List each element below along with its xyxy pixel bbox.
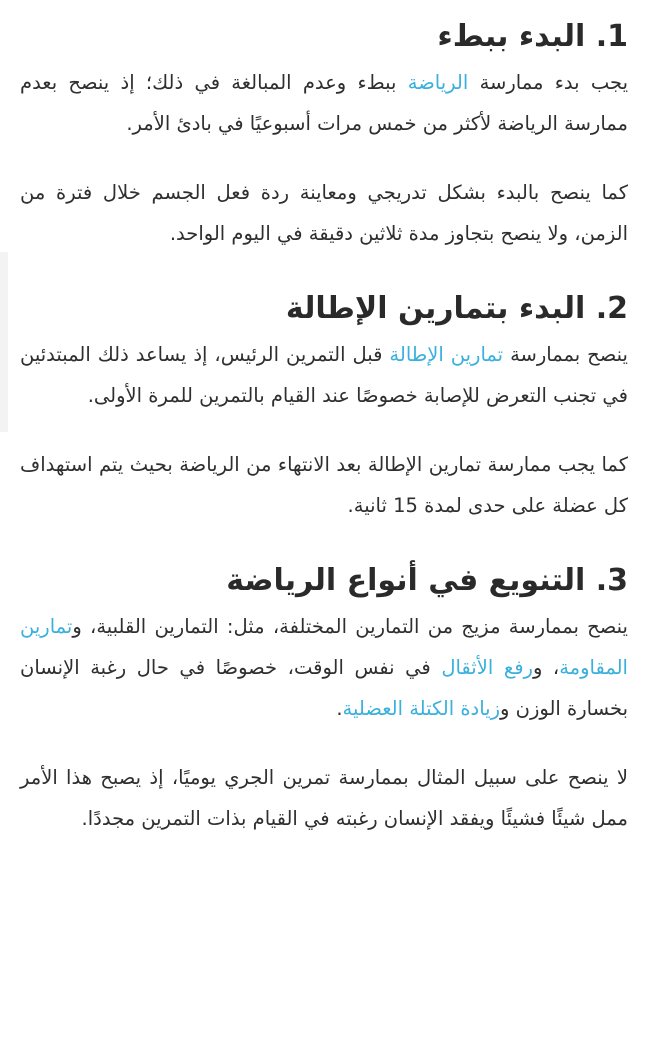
article-body bbox=[0, 16, 652, 839]
link-resistance-training[interactable]: تمارين المقاومة bbox=[20, 615, 628, 679]
text-span: ، و bbox=[532, 656, 560, 679]
link-weight-lifting[interactable]: رفع الأثقال bbox=[441, 656, 533, 679]
text-span: كما يجب ممارسة تمارين الإطالة بعد الانتهاء من الرياضة بحيث يتم استهداف كل عضلة على حدى لمدة 15 ثانية. bbox=[20, 453, 628, 517]
paragraph bbox=[20, 606, 628, 729]
text-span: كما ينصح بالبدء بشكل تدريجي ومعاينة ردة فعل الجسم خلال فترة من الزمن، ولا ينصح بتجاوز مدة ثلاثين دقيقة في اليوم الواحد. bbox=[20, 181, 628, 245]
text-span: . bbox=[336, 697, 343, 720]
text-span: يجب بدء ممارسة bbox=[468, 71, 628, 94]
paragraph bbox=[20, 172, 628, 254]
text-span: ينصح بممارسة bbox=[503, 343, 628, 366]
scroll-edge-indicator bbox=[0, 252, 8, 432]
paragraph bbox=[20, 62, 628, 144]
paragraph bbox=[20, 334, 628, 416]
paragraph bbox=[20, 757, 628, 839]
link-muscle-mass[interactable]: زيادة الكتلة العضلية bbox=[342, 697, 501, 720]
link-sport[interactable]: الرياضة bbox=[407, 71, 469, 94]
text-span: قبل التمرين الرئيس، إذ يساعد ذلك المبتدئين في تجنب التعرض للإصابة خصوصًا عند القيام بالتمرين للمرة الأولى. bbox=[20, 343, 628, 407]
section-title-1: 1. البدء ببطء bbox=[437, 19, 628, 54]
text-span: في نفس الوقت، خصوصًا في حال رغبة الإنسان بخسارة الوزن و bbox=[20, 656, 628, 720]
text-span: لا ينصح على سبيل المثال بممارسة تمرين الجري يوميًا، إذ يصبح هذا الأمر ممل شيئًا فشيئًا ويفقد الإنسان رغبته في القيام بذات التمرين مجددًا. bbox=[20, 766, 628, 830]
link-stretching[interactable]: تمارين الإطالة bbox=[389, 343, 504, 366]
section-title-2: 2. البدء بتمارين الإطالة bbox=[285, 291, 628, 326]
section-title-3: 3. التنويع في أنواع الرياضة bbox=[226, 563, 628, 598]
text-span: ينصح بممارسة مزيج من التمارين المختلفة، مثل: التمارين القلبية، و bbox=[72, 615, 628, 638]
text-span: ببطء وعدم المبالغة في ذلك؛ إذ ينصح بعدم ممارسة الرياضة لأكثر من خمس مرات أسبوعيًا في بادئ الأمر. bbox=[20, 71, 628, 135]
paragraph bbox=[20, 444, 628, 526]
